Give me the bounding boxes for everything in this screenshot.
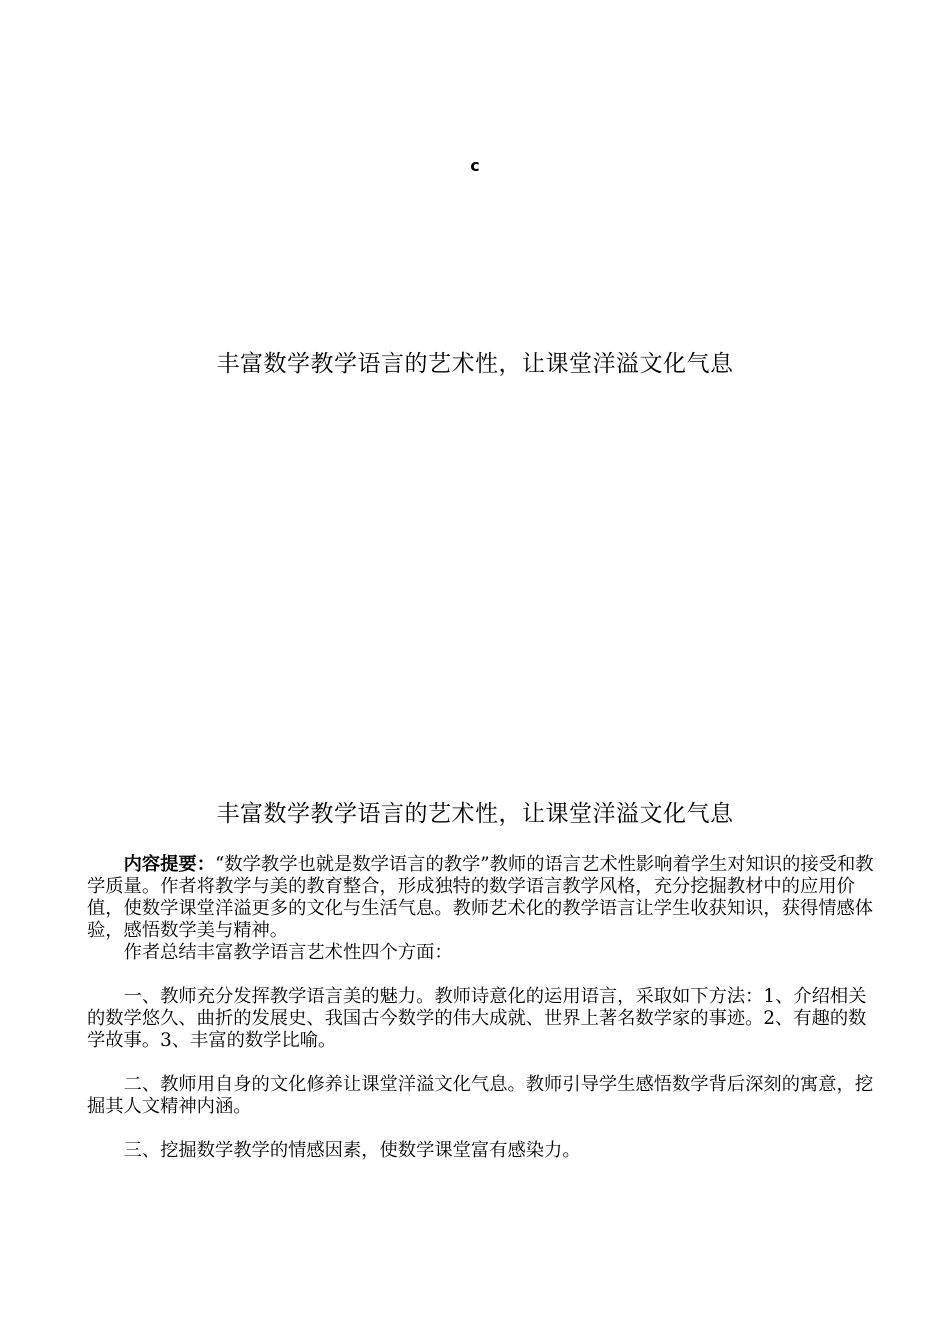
article-title: 丰富数学教学语言的艺术性，让课堂洋溢文化气息 [216, 801, 734, 827]
point-one-paragraph: 一、教师充分发挥教学语言美的魅力。教师诗意化的运用语言，采取如下方法：1、介绍相关的数学悠久、曲折的发展史、我国古今数学的伟大成就、世界上著名数学家的事迹。2、有趣的数学故事。3、丰富的数学比喻。 [87, 986, 867, 1051]
cover-title: 丰富数学教学语言的艺术性，让课堂洋溢文化气息 [216, 351, 734, 377]
page-marker: c [470, 156, 480, 175]
abstract-paragraph [87, 854, 877, 942]
summary-paragraph: 作者总结丰富教学语言艺术性四个方面： [123, 942, 453, 963]
abstract-label: 内容提要： [123, 854, 215, 875]
point-three-paragraph: 三、挖掘数学教学的情感因素，使数学课堂富有感染力。 [123, 1140, 581, 1161]
article-body [87, 854, 877, 1162]
abstract-text: “数学教学也就是数学语言的教学”教师的语言艺术性影响着学生对知识的接受和教学质量。作者将教学与美的教育整合，形成独特的数学语言教学风格，充分挖掘教材中的应用价值，使数学课堂洋溢更多的文化与生活气息。教师艺术化的教学语言让学生收获知识，获得情感体验，感悟数学美与精神。 [87, 854, 874, 941]
point-two-paragraph: 二、教师用自身的文化修养让课堂洋溢文化气息。教师引导学生感悟数学背后深刻的寓意，挖掘其人文精神内涵。 [87, 1074, 874, 1117]
